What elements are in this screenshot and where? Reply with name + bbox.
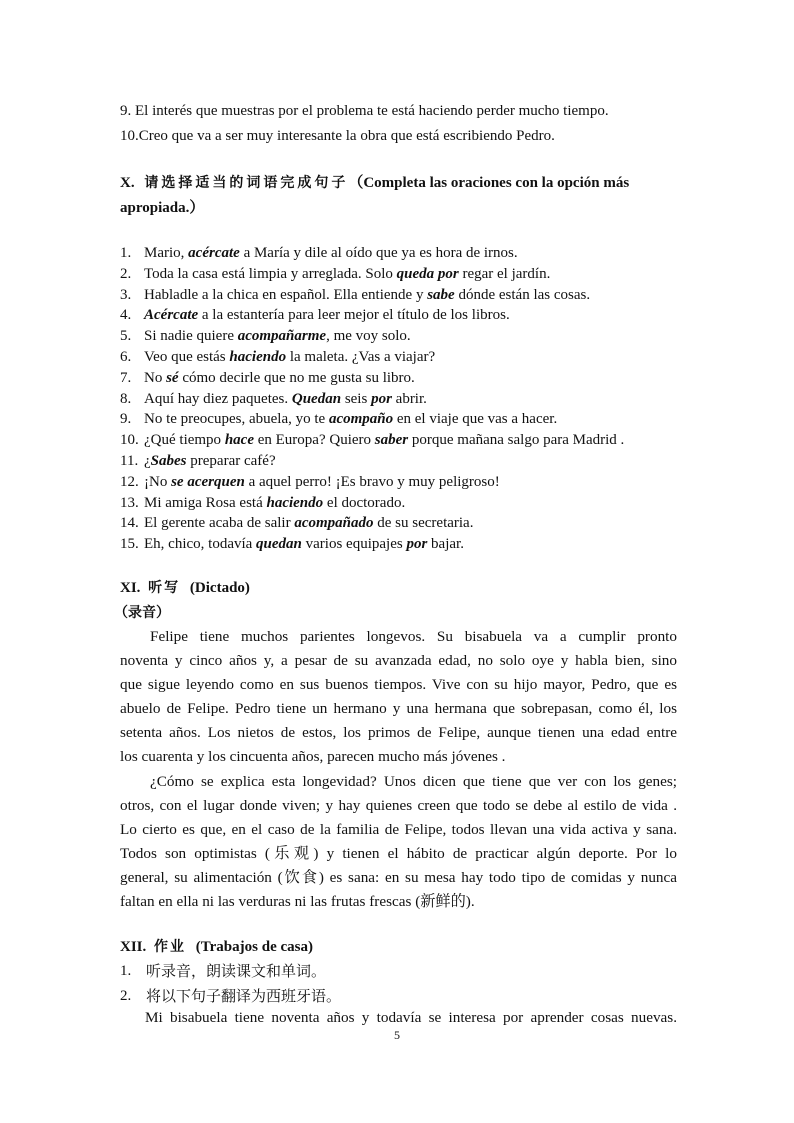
answer-keyword: acompañarme [237,328,327,345]
paragraph-line: noventa y cinco años y, a pesar de su avanzada edad, no solo oye y habla bien, sino [120,652,677,669]
exercise-item-text [144,243,518,263]
translation-sentence: Mi bisabuela tiene noventa años y todavía se interesa por aprender cosas nuevas. [145,1009,677,1026]
sentence-fragment: varios equipajes [301,536,407,553]
sentence-fragment: Aquí hay diez paquetes. [144,390,292,407]
sentence-fragment: Habladle a la chica en español. Ella entiende y [144,286,428,303]
exercise-item-number: 3. [120,286,132,303]
sentence-fragment: Eh, chico, todavía [144,536,257,553]
exercise-item-number: 5. [120,328,132,345]
homework-item-2 [120,986,678,1006]
sentence-fragment: ¿ [144,453,151,469]
answer-keyword: Quedan [291,390,342,407]
exercise-item-text [144,305,510,325]
top-line-10: 10.Creo que va a ser muy interesante la obra que está escribiendo Pedro. [120,128,555,144]
answer-keyword: acompaño [328,411,394,428]
exercise-item-text [144,368,415,388]
sentence-fragment: de su secretaria. [373,515,474,532]
exercise-item-number: 11. [120,453,139,469]
exercise-item-text [144,389,427,409]
exercise-item-text [144,285,590,305]
exercise-item [120,513,678,533]
exercise-item-text [144,451,276,471]
answer-keyword: Acércate [144,307,199,324]
answer-keyword: sé [166,369,179,386]
homework-item-1 [120,961,678,981]
paragraph-line: setenta años. Los nietos de estos, los primos de Felipe, aunque tienen una edad entre [120,724,677,741]
sentence-fragment: a aquel perro! ¡Es bravo y muy peligroso! [244,473,500,490]
section-x-heading-cont: apropiada.） [120,200,205,216]
answer-keyword: por [406,536,428,553]
dictation-paragraph-1 [120,625,677,769]
paragraph-line: que sigue leyendo como en sus buenos tiempos. Vive con su hijo mayor, Pedro, que es [120,676,677,693]
paragraph-line: los cuarenta y los cincuenta años, parecen mucho más jóvenes . [120,748,506,765]
answer-keyword: queda por [396,265,459,282]
section-xi-title-es: (Dictado) [189,580,250,596]
sentence-fragment: ¿Qué tiempo [144,432,225,449]
exercise-item-text [144,472,500,492]
sentence-fragment: No te preocupes, abuela, yo te [144,411,329,428]
sentence-fragment: en el viaje que vas a hacer. [393,411,558,428]
sentence-fragment: preparar café? [186,453,276,469]
sentence-fragment: cómo decirle que no me gusta su libro. [178,369,415,386]
sentence-fragment: abrir. [391,390,427,407]
sentence-fragment: la maleta. ¿Vas a viajar? [286,349,436,365]
exercise-item-text [144,534,464,554]
answer-keyword: haciendo [266,494,324,511]
sentence-fragment: Si nadie quiere [144,328,238,345]
exercise-item-number: 8. [120,390,132,407]
exercise-item [120,368,678,388]
section-x-number: X. [120,175,135,191]
exercise-item-number: 9. [120,411,132,428]
exercise-item-number: 7. [120,369,132,386]
paragraph-line: otros, con el lugar donde viven; y hay quienes creen que todo se debe al estilo de vida . [120,797,677,814]
answer-keyword: acércate [188,245,240,261]
exercise-item [120,347,678,367]
exercise-item-text [144,493,405,513]
exercise-item-number: 6. [120,349,132,365]
exercise-item [120,534,678,554]
homework-item-text: 将以下句子翻译为西班牙语。 [146,987,342,1005]
dictation-paragraph-2 [120,770,677,914]
exercise-item-text [144,513,473,533]
exercise-item [120,389,678,409]
answer-keyword: haciendo [229,349,287,365]
exercise-item-text [144,409,557,429]
paragraph-line: ¿Cómo se explica esta longevidad? Unos dicen que tiene que ver con los genes; [150,773,677,790]
paragraph-line: abuelo de Felipe. Pedro tiene un hermano y una hermana que sobrepasan, como él, los [120,700,677,717]
exercise-item-text [144,430,624,450]
page-number: 5 [394,1028,400,1042]
answer-keyword: saber [374,432,409,449]
exercise-item [120,451,678,471]
section-x-title-es-1: （Completa las oraciones con la opción más [348,175,630,191]
exercise-item [120,285,678,305]
answer-keyword: sabe [427,286,455,303]
exercise-item-number: 15. [120,536,139,553]
exercise-item [120,493,678,513]
paragraph-line: Lo cierto es que, en el caso de la familia de Felipe, todos llevan una vida activa y sana. [120,821,677,838]
section-xi-heading [120,578,678,598]
answer-keyword: por [371,390,392,407]
paragraph-line: faltan en ella ni las verduras ni las frutas frescas (新鲜的). [120,893,475,910]
exercise-item [120,243,678,263]
answer-keyword: hace [224,432,254,449]
homework-item-text: 听录音，朗读课文和单词。 [146,962,327,980]
answer-keyword: quedan [256,536,302,553]
exercise-item [120,409,678,429]
exercise-item [120,305,678,325]
exercise-item-number: 10. [120,432,139,449]
sentence-fragment: dónde están las cosas. [454,286,591,303]
exercise-item-number: 12. [120,473,139,490]
exercise-item [120,264,678,284]
exercise-item [120,472,678,492]
sentence-fragment: Mario, [144,245,189,261]
sentence-fragment: a María y dile al oído que ya es hora de irnos. [239,245,518,261]
homework-item-number: 1. [120,963,132,979]
answer-keyword: Sabes [150,453,187,469]
section-xii-number: XII. [120,939,147,955]
sentence-fragment: Mi amiga Rosa está [144,494,267,511]
sentence-fragment: el doctorado. [323,494,406,511]
exercise-item [120,430,678,450]
sentence-fragment: a la estantería para leer mejor el título de los libros. [198,307,510,324]
exercise-item-number: 1. [120,245,132,261]
paragraph-line: general, su alimentación (饮食) es sana: en su mesa hay todo tipo de comidas y nunca [120,869,677,886]
homework-item-number: 2. [120,988,132,1004]
section-xi-number: XI. [120,580,141,596]
sentence-fragment: , me voy solo. [326,328,411,345]
exercise-item-number: 14. [120,515,139,532]
paragraph-line: Felipe tiene muchos parientes longevos. Su bisabuela va a cumplir pronto [150,628,677,645]
section-x-heading [120,173,678,193]
exercise-item-text [144,264,550,284]
sentence-fragment: regar el jardín. [458,265,551,282]
answer-keyword: se acerquen [171,473,245,490]
sentence-fragment: en Europa? Quiero [253,432,375,449]
exercise-item-number: 4. [120,307,132,324]
exercise-item-text [144,326,411,346]
section-xi-subheading [114,603,672,623]
exercise-item-text [144,347,435,367]
exercise-item-number: 2. [120,265,132,282]
sentence-fragment: El gerente acaba de salir [144,515,295,532]
sentence-fragment: Veo que estás [144,349,230,365]
sentence-fragment: ¡No [144,473,172,490]
sentence-fragment: Toda la casa está limpia y arreglada. Solo [144,265,397,282]
section-x-title-cn: 请选择适当的词语完成句子 [144,175,349,191]
section-xii-title-es: (Trabajos de casa) [195,939,313,955]
paragraph-line: Todos son optimistas (乐观) y tienen el hábito de practicar algún deporte. Por lo [120,845,677,862]
section-xii-heading [120,937,678,957]
section-xi-title-cn: 听写 [148,580,181,596]
sentence-fragment: bajar. [427,536,464,553]
recording-label: （录音） [114,605,170,621]
sentence-fragment: No [144,369,167,386]
section-xii-title-cn: 作业 [154,939,187,955]
answer-keyword: acompañado [294,515,374,532]
top-line-9: 9. El interés que muestras por el problema te está haciendo perder mucho tiempo. [120,103,609,119]
sentence-fragment: seis [341,390,372,407]
exercise-item [120,326,678,346]
sentence-fragment: porque mañana salgo para Madrid . [408,432,625,449]
exercise-item-number: 13. [120,494,139,511]
